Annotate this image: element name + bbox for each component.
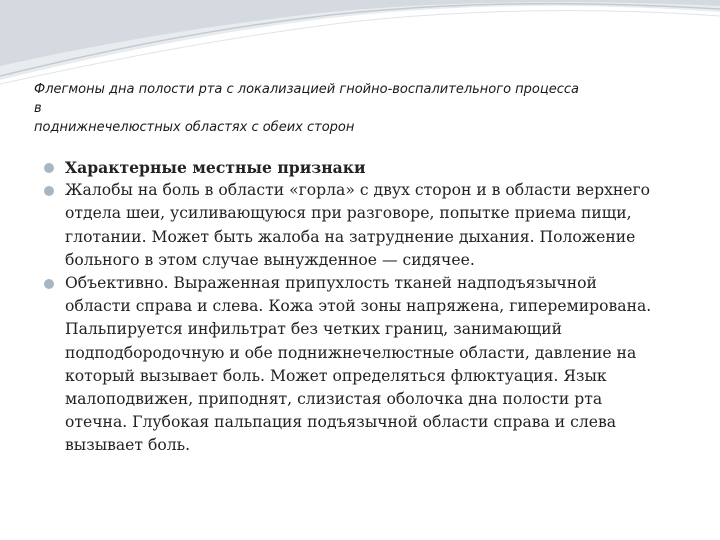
bullet-item-heading: [44, 156, 704, 179]
bullet-line: отдела шеи, усиливающуюся при разговоре, попытке приема пищи,: [65, 204, 632, 223]
title-line-2: в: [34, 101, 42, 116]
bullet-text: [65, 179, 704, 272]
bullet-line: Пальпируется инфильтрат без четких границ, занимающий: [65, 320, 563, 339]
bullet-item-objective: [44, 272, 704, 458]
bullet-list: [44, 156, 704, 458]
bullet-line: Жалобы на боль в области «горла» с двух сторон и в области верхнего: [65, 181, 651, 200]
bullet-line: больного в этом случае вынужденное — сидячее.: [65, 250, 475, 269]
bullet-text: [65, 272, 704, 458]
bullet-line: глотании. Может быть жалоба на затруднение дыхания. Положение: [65, 227, 636, 246]
bullet-dot-icon: [44, 279, 54, 289]
bullet-line: подподбородочную и обе поднижнечелюстные области, давление на: [65, 343, 637, 362]
bullet-text: [65, 156, 704, 179]
bullet-dot-icon: [44, 163, 54, 173]
title-line-3: поднижнечелюстных областях с обеих сторон: [34, 120, 355, 135]
bullet-line: малоподвижен, приподнят, слизистая оболочка дна полости рта: [65, 390, 603, 409]
bullet-item-complaints: [44, 179, 704, 272]
bullet-line: области справа и слева. Кожа этой зоны напряжена, гиперемирована.: [65, 297, 652, 316]
bullet-line: Объективно. Выраженная припухлость тканей надподъязычной: [65, 274, 597, 293]
slide-title: [34, 80, 694, 137]
bullet-line: отечна. Глубокая пальпация подъязычной области справа и слева: [65, 413, 617, 432]
bullet-line: который вызывает боль. Может определяться флюктуация. Язык: [65, 366, 607, 385]
bullet-line: вызывает боль.: [65, 436, 191, 455]
title-line-1: Флегмоны дна полости рта с локализацией гнойно-воспалительного процесса: [34, 82, 579, 97]
bullet-dot-icon: [44, 186, 54, 196]
bullet-line: Характерные местные признаки: [65, 158, 366, 177]
